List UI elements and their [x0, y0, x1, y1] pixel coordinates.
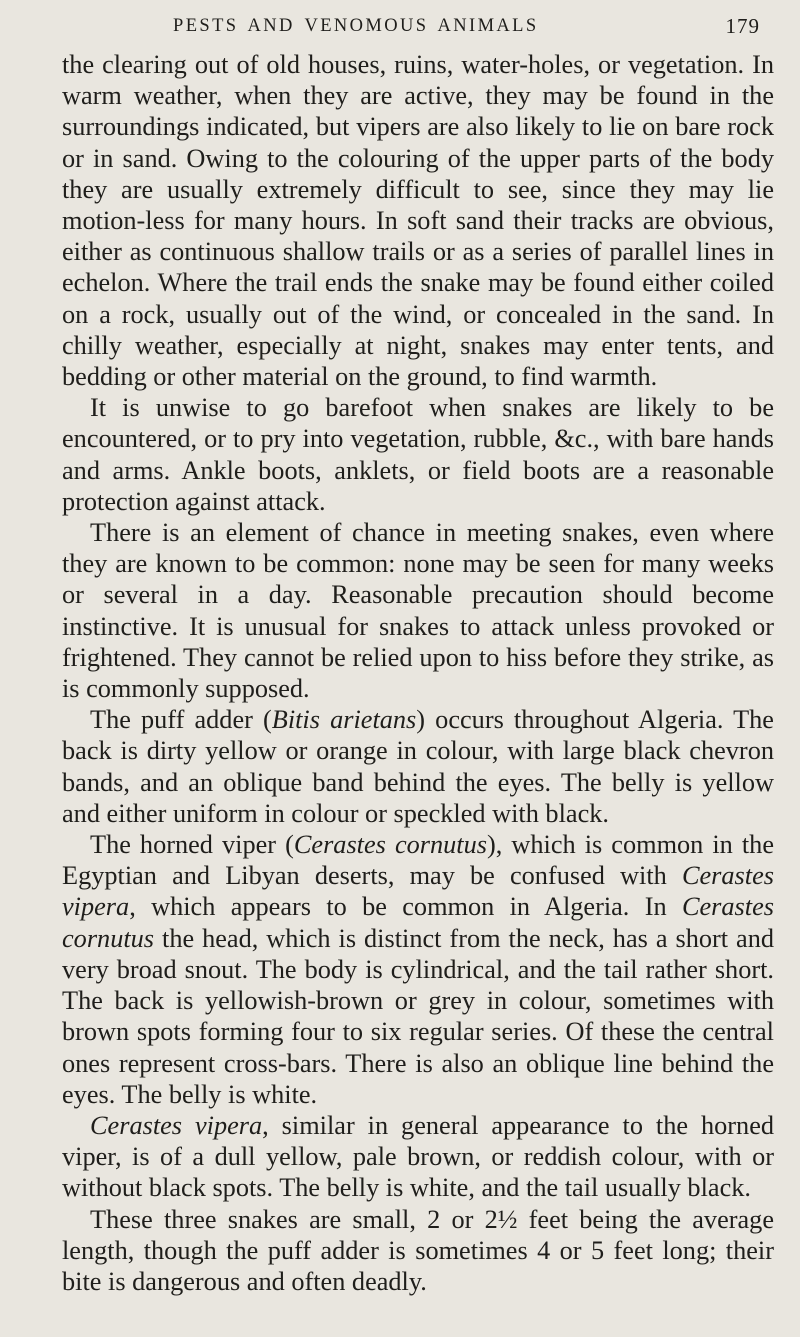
running-head: [62, 0, 774, 40]
species-name: Cerastes cornutus: [62, 892, 774, 953]
text-segment: , similar in general appearance to the horned viper, is of a dull yellow, pale brown, or reddish colour, with or without black spots. The belly is white, and the tail usually black.: [62, 1110, 775, 1203]
paragraph: [62, 517, 774, 704]
text-segment: the clearing out of old houses, ruins, water-holes, or vegetation. In warm weather, when they are active, they may be found in the surroundings indicated, but vipers are also likely to lie on bare rock or in sand. Owing to the colouring of the upper parts of the body they are usually extremely difficult to see, since they may lie motion-less for many hours. In soft sand their tracks are obvious, either as continuous shallow trails or as a series of parallel lines in echelon. Where the trail ends the snake may be found either coiled on a rock, usually out of the wind, or concealed in the sand. In chilly weather, especially at night, snakes may enter tents, and bedding or other material on the ground, to find warmth.: [62, 50, 774, 392]
text-segment: The horned viper (: [90, 830, 294, 860]
text-segment: There is an element of chance in meeting snakes, even where they are known to be common: none may be seen for many weeks or several in a day. Reasonable precaution should become instinctive. It is unusual for snakes to attack unless provoked or frightened. They cannot be relied upon to hiss before they strike, as is commonly supposed.: [62, 518, 774, 704]
species-name: Cerastes cornutus: [293, 830, 487, 860]
text-segment: , which appears to be common in Algeria. In: [129, 892, 682, 922]
species-name: Cerastes vipera: [62, 861, 774, 922]
paragraph: [62, 704, 774, 829]
text-segment: the head, which is distinct from the neck, has a short and very broad snout. The body is cylindrical, and the tail rather short. The back is yellowish-brown or grey in colour, sometimes with brown spots forming four to six regular series. Of these the central ones represent cross-bars. There is also an oblique line behind the eyes. The belly is white.: [62, 923, 774, 1109]
species-name: Cerastes vipera: [90, 1110, 263, 1140]
paragraph: [62, 1110, 774, 1204]
text-segment: It is unwise to go barefoot when snakes are likely to be encountered, or to pry into vegetation, rubble, &c., with bare hands and arms. Ankle boots, anklets, or field boots are a reasonable protection against attack.: [62, 393, 774, 516]
paragraph: [62, 49, 774, 392]
text-segment: The puff adder (: [90, 705, 272, 735]
paragraph: [62, 392, 774, 517]
paragraph: [62, 829, 774, 1110]
text-segment: ) occurs throughout Algeria. The back is dirty yellow or orange in colour, with large black chevron bands, and an oblique band behind the eyes. The belly is yellow and either uniform in colour or speckled with black.: [62, 705, 774, 828]
paragraph: [62, 1204, 774, 1298]
text-segment: ), which is common in the Egyptian and Libyan deserts, may be confused with: [62, 830, 775, 891]
running-head-title: PESTS AND VENOMOUS ANIMALS: [173, 16, 539, 36]
text-segment: These three snakes are small, 2 or 2½ feet being the average length, though the puff adder is sometimes 4 or 5 feet long; their bite is dangerous and often deadly.: [62, 1204, 774, 1296]
species-name: Bitis arietans: [271, 705, 417, 735]
page-number: 179: [725, 14, 760, 38]
body-text: [62, 49, 774, 1297]
